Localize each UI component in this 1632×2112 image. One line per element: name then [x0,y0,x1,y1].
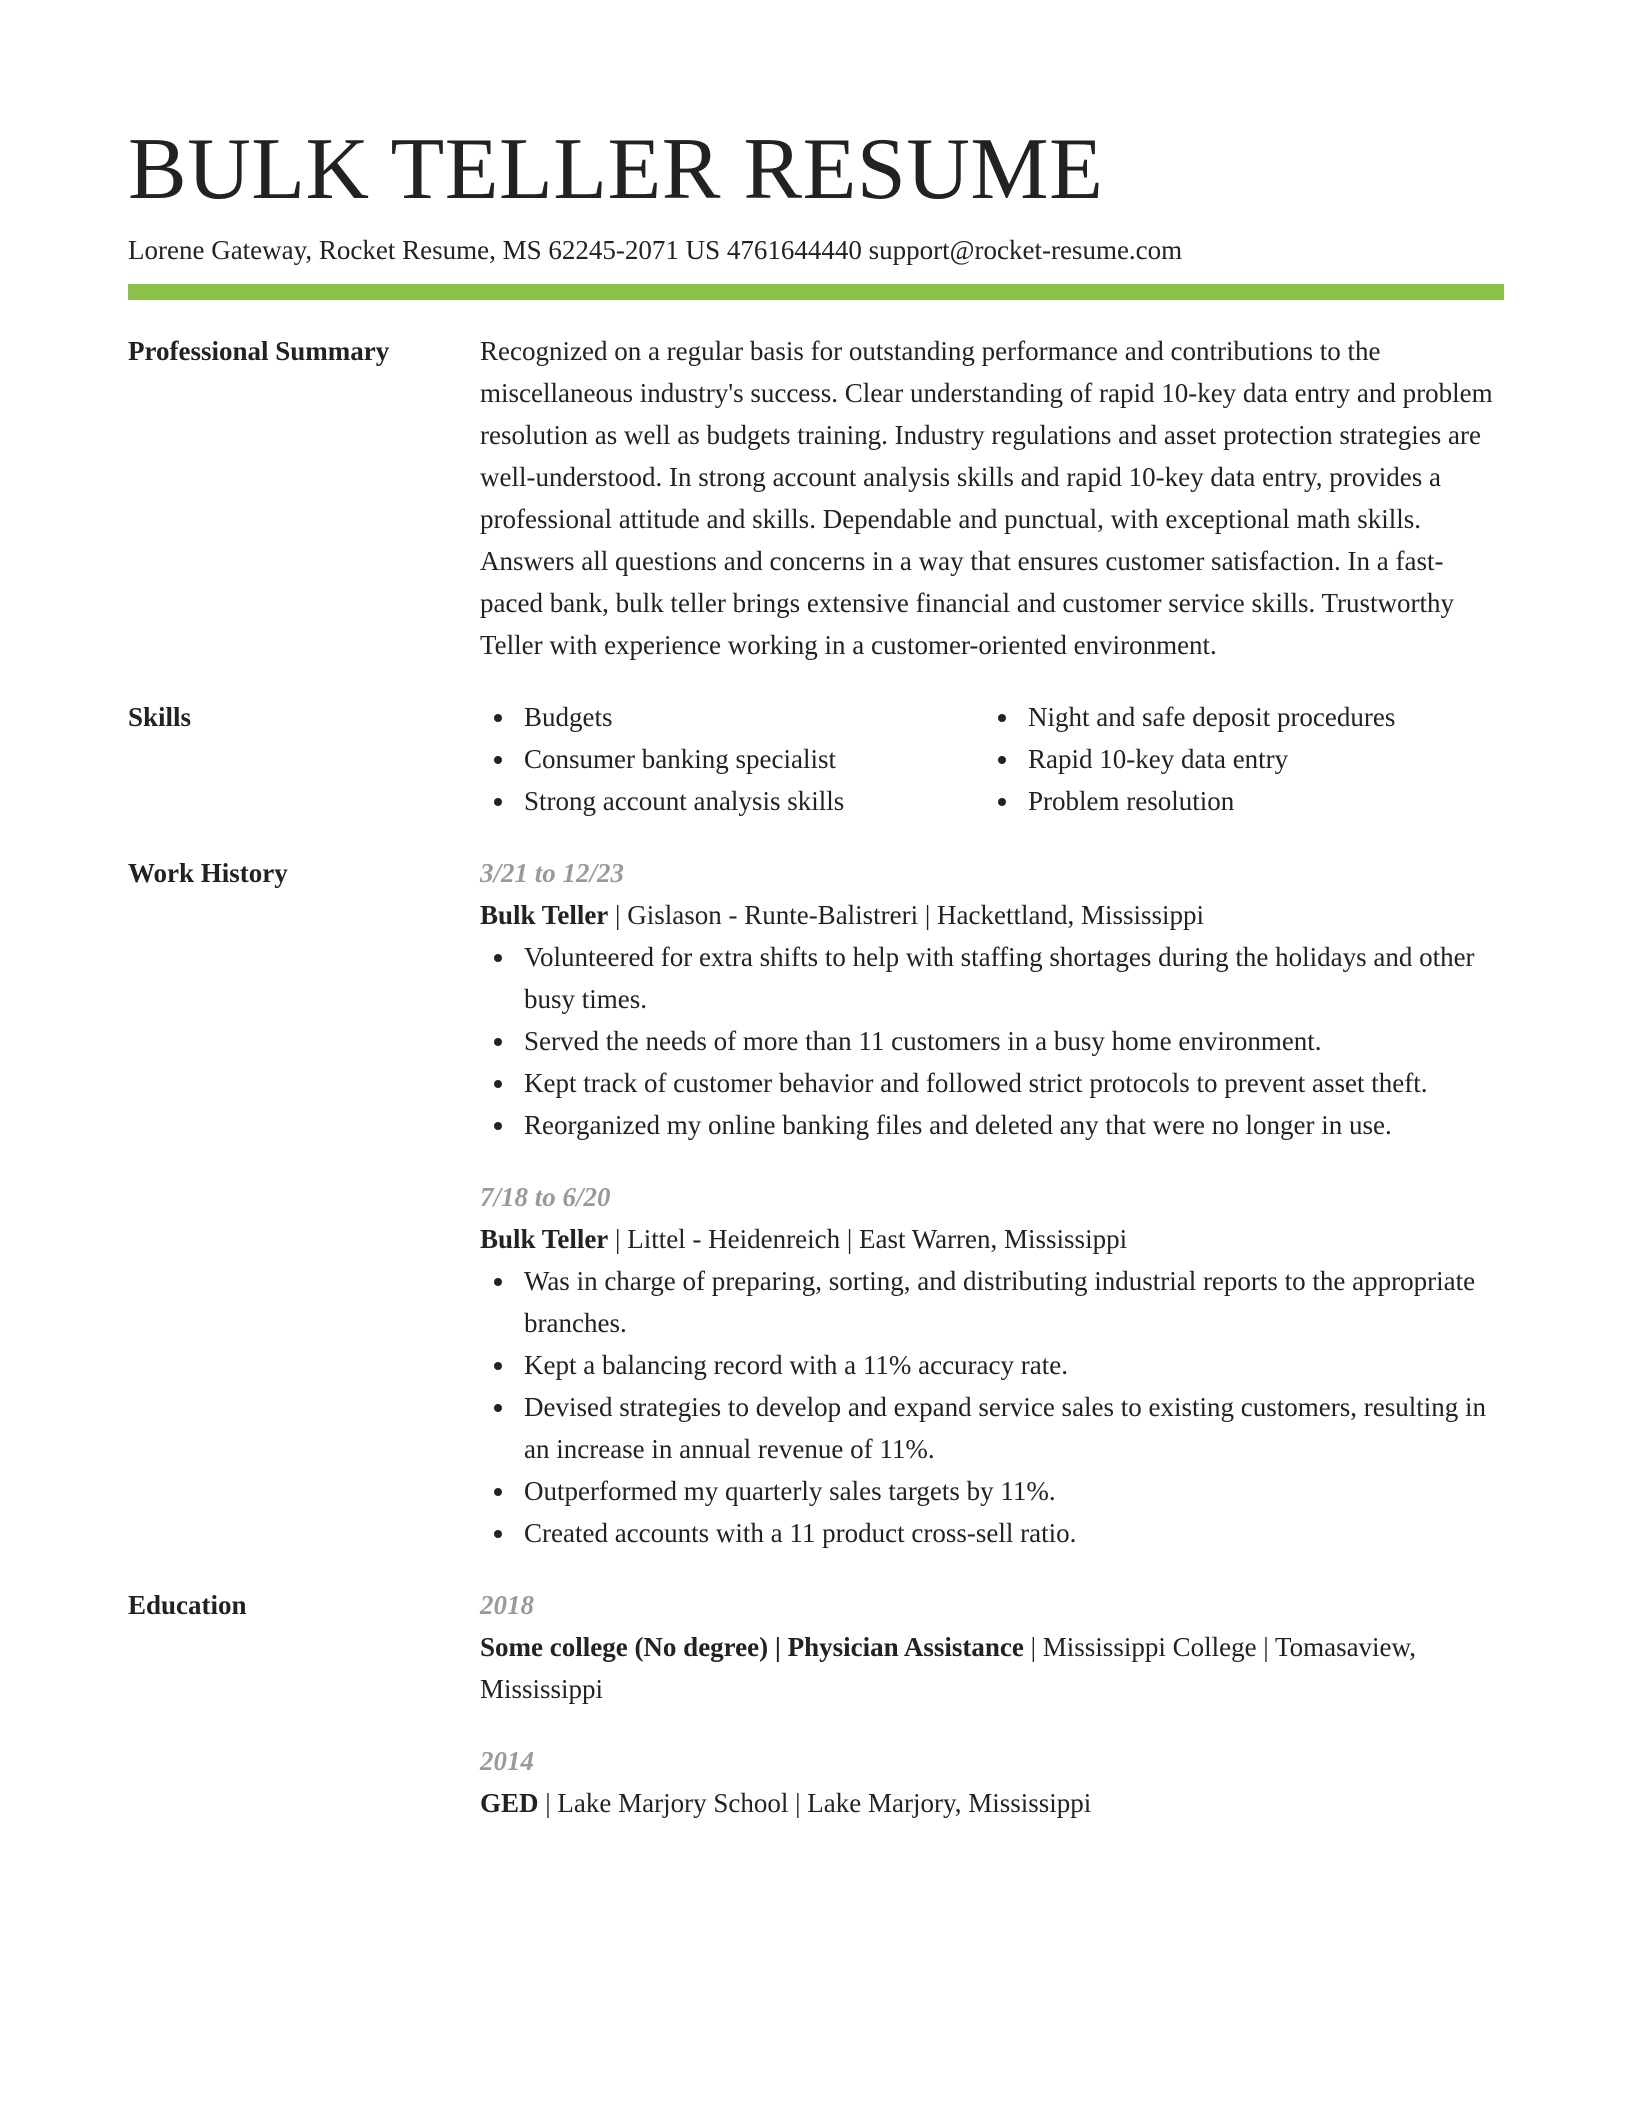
education-school-location: | Mississippi College | Tomasaview, Mississippi [480,1632,1417,1704]
job-bullet: Outperformed my quarterly sales targets by 11%. [480,1470,1504,1512]
job-bullet: Was in charge of preparing, sorting, and distributing industrial reports to the appropriate branches. [480,1260,1504,1344]
section-label-summary: Professional Summary [128,336,390,366]
accent-divider [128,284,1504,300]
education-year: 2014 [480,1746,534,1776]
education-entry [480,1740,1504,1824]
skills-column-2 [984,696,1488,822]
job-heading [480,1218,1504,1260]
education-school-location: | Lake Marjory School | Lake Marjory, Mississippi [538,1788,1092,1818]
skills-body [480,696,1504,822]
education-body [480,1584,1504,1824]
job-bullet: Reorganized my online banking files and deleted any that were no longer in use. [480,1104,1504,1146]
skill-item: Problem resolution [984,780,1488,822]
section-label-skills: Skills [128,702,192,732]
job-entry [480,852,1504,1146]
job-bullet: Served the needs of more than 11 customers in a busy home environment. [480,1020,1504,1062]
section-label-education: Education [128,1590,247,1620]
education-year: 2018 [480,1590,534,1620]
job-bullet: Volunteered for extra shifts to help with staffing shortages during the holidays and other busy times. [480,936,1504,1020]
education-heading [480,1626,1504,1710]
job-title: Bulk Teller [480,1224,609,1254]
contact-line: Lorene Gateway, Rocket Resume, MS 62245-2071 US 4761644440 support@rocket-resume.com [128,235,1183,265]
education-heading [480,1782,1504,1824]
skills-section [128,696,1504,822]
resume-title: BULK TELLER RESUME [128,121,1104,218]
skills-column-1 [480,696,984,822]
resume-page [128,118,1504,1824]
job-dates: 7/18 to 6/20 [480,1182,611,1212]
job-bullet: Devised strategies to develop and expand service sales to existing customers, resulting in an increase in annual revenue of 11%. [480,1386,1504,1470]
job-bullet-list [480,1260,1504,1554]
section-label-work-history: Work History [128,858,288,888]
skill-item: Strong account analysis skills [480,780,984,822]
job-entry [480,1176,1504,1554]
education-degree: GED [480,1788,539,1818]
skill-item: Consumer banking specialist [480,738,984,780]
summary-body [480,330,1504,666]
work-history-section [128,852,1504,1554]
job-bullet-list [480,936,1504,1146]
job-bullet: Created accounts with a 11 product cross-sell ratio. [480,1512,1504,1554]
job-employer-location: | Gislason - Runte-Balistreri | Hackettland, Mississippi [608,900,1205,930]
skill-item: Night and safe deposit procedures [984,696,1488,738]
job-title: Bulk Teller [480,900,609,930]
skill-item: Budgets [480,696,984,738]
education-section [128,1584,1504,1824]
education-degree: Some college (No degree) | Physician Assistance [480,1632,1024,1662]
skill-item: Rapid 10-key data entry [984,738,1488,780]
skills-grid [480,696,1504,822]
job-employer-location: | Littel - Heidenreich | East Warren, Mississippi [608,1224,1128,1254]
job-heading [480,894,1504,936]
job-bullet: Kept track of customer behavior and followed strict protocols to prevent asset theft. [480,1062,1504,1104]
job-bullet: Kept a balancing record with a 11% accuracy rate. [480,1344,1504,1386]
work-history-body [480,852,1504,1554]
summary-section [128,330,1504,666]
job-dates: 3/21 to 12/23 [480,858,625,888]
summary-text: Recognized on a regular basis for outstanding performance and contributions to the miscellaneous industry's success. Clear understanding of rapid 10-key data entry and problem resolution as well as budgets training. Industry regulations and asset protection strategies are well-understood. In strong account analysis skills and rapid 10-key data entry, provides a professional attitude and skills. Dependable and punctual, with exceptional math skills. Answers all questions and concerns in a way that ensures customer satisfaction. In a fast-paced bank, bulk teller brings extensive financial and customer service skills. Trustworthy Teller with experience working in a customer-oriented environment. [480,336,1493,660]
education-entry [480,1584,1504,1710]
